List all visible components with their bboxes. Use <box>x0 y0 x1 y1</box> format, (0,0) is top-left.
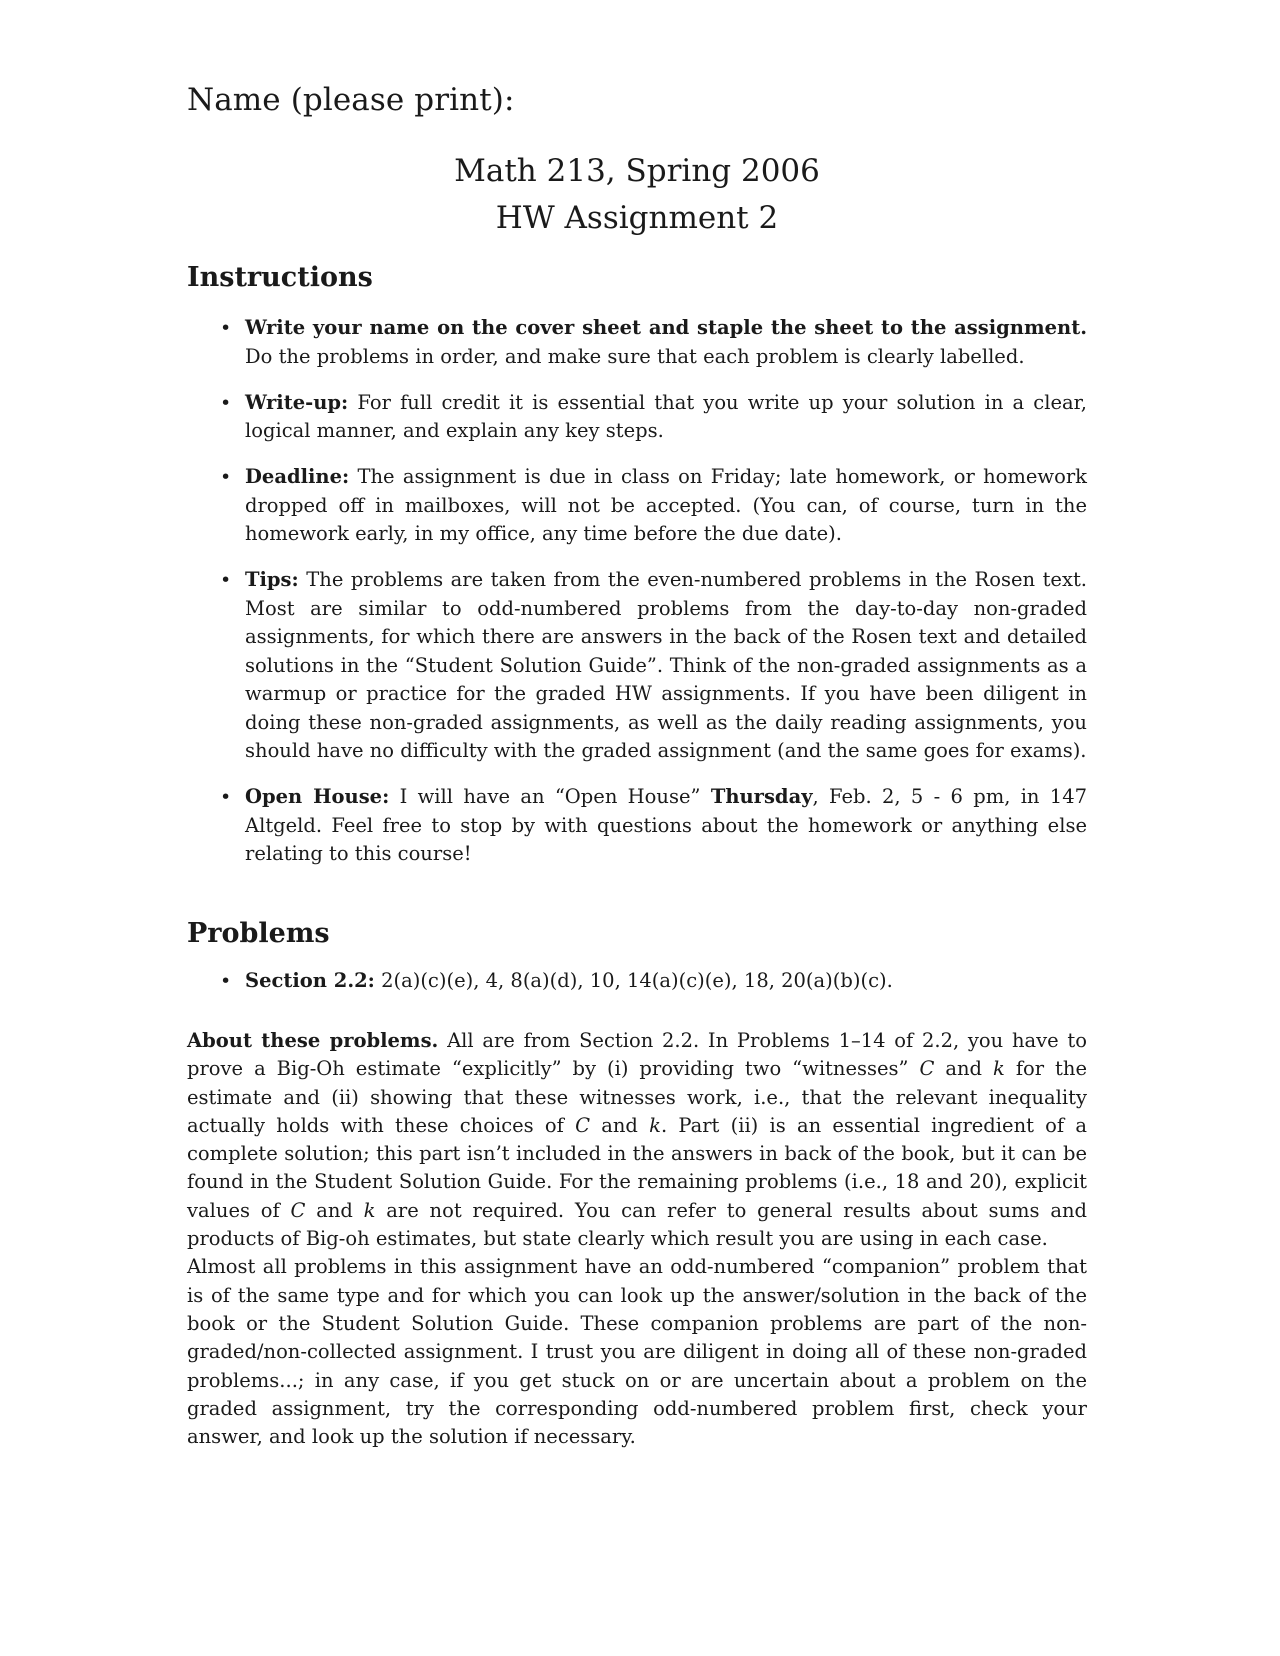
title-block <box>187 148 1087 242</box>
bullet-icon: • <box>220 391 232 414</box>
problems-list <box>220 967 1087 1013</box>
instruction-text: The assignment is due in class on Friday; late homework, or homework dropped off in mailboxes, will not be accepted. (You can, of course, turn in the homework early, in my office, any time before the due date). <box>245 465 1087 545</box>
instruction-lead: Open House: <box>245 785 390 808</box>
instruction-item-write-up <box>220 389 1087 446</box>
instructions-heading: Instructions <box>187 262 373 293</box>
problem-item-section-2-2 <box>220 967 1087 996</box>
math-variable-c: C <box>919 1057 935 1081</box>
about-text: . Part (ii) is an essential ingredient of a complete solution; this part isn’t included in the answers in back of the book, but it can be found in the Student Solution Guide. For the remaining problems (i.e., 18 and 20), explicit values of <box>187 1113 1087 1222</box>
course-title: Math 213, Spring 2006 <box>454 153 820 189</box>
bullet-icon: • <box>220 786 232 808</box>
math-variable-k: k <box>649 1113 661 1137</box>
bullet-icon: • <box>220 569 232 591</box>
instruction-item-tips <box>220 566 1087 766</box>
math-variable-k: k <box>363 1198 376 1222</box>
problem-list-text: 2(a)(c)(e), 4, 8(a)(d), 10, 14(a)(c)(e), 18, 20(a)(b)(c). <box>381 969 893 992</box>
about-paragraph-1 <box>187 1027 1087 1253</box>
bullet-icon: • <box>220 317 232 339</box>
instruction-item-cover-sheet <box>220 314 1087 371</box>
math-variable-c: C <box>575 1113 590 1137</box>
name-field-label: Name (please print): <box>187 82 515 118</box>
instruction-item-open-house <box>220 783 1088 869</box>
math-variable-c: C <box>290 1198 306 1222</box>
problem-section-label: Section 2.2: <box>245 969 375 992</box>
instruction-item-deadline <box>220 463 1087 549</box>
bullet-icon: • <box>220 466 232 488</box>
about-lead: About these problems. <box>187 1029 439 1052</box>
about-text: and <box>601 1113 638 1137</box>
instruction-lead: Deadline: <box>245 465 350 488</box>
instruction-text: , Feb. 2, 5 - 6 pm, in 147 Altgeld. Feel free to stop by with questions about the homework or anything else relating to this course! <box>245 785 1088 865</box>
about-problems <box>187 1027 1087 1451</box>
instruction-text: The problems are taken from the even-numbered problems in the Rosen text. Most are similar to odd-numbered problems from the day-to-day non-graded assignments, for which there are answers in the back of the Rosen text and detailed solutions in the “Student Solution Guide”. Think of the non-graded assignments as a warmup or practice for the graded HW assignments. If you have been diligent in doing these non-graded assignments, as well as the daily reading assignments, you should have no difficulty with the graded assignment (and the same goes for exams). <box>245 568 1087 762</box>
open-house-day: Thursday <box>710 785 813 808</box>
bullet-icon: • <box>220 970 232 992</box>
about-text: and <box>945 1057 983 1081</box>
about-text: All are from Section 2.2. In Problems 1–14 of 2.2, you have to prove a Big-Oh estimate “explicitly” by (i) providing two “witnesses” <box>187 1029 1087 1081</box>
instruction-text: For full credit it is essential that you write up your solution in a clear, logical manner, and explain any key steps. <box>245 390 1087 442</box>
about-text: and <box>316 1198 353 1222</box>
problems-heading: Problems <box>187 918 330 949</box>
about-text: for the estimate and (ii) showing that these witnesses work, i.e., that the relevant inequality actually holds with these choices of <box>187 1057 1087 1137</box>
instruction-lead: Write your name on the cover sheet and staple the sheet to the assignment. <box>245 316 1087 339</box>
instruction-text: Do the problems in order, and make sure that each problem is clearly labelled. <box>245 344 1025 368</box>
instruction-lead: Tips: <box>245 568 299 591</box>
instruction-text: I will have an “Open House” <box>399 785 701 808</box>
math-variable-k: k <box>993 1057 1005 1081</box>
about-text: are not required. You can refer to general results about sums and products of Big-oh estimates, but state clearly which result you are using in each case. <box>187 1198 1087 1251</box>
instructions-list <box>220 314 1088 886</box>
instruction-lead: Write-up: <box>245 390 349 414</box>
about-paragraph-2: Almost all problems in this assignment have an odd-numbered “companion” problem that is of the same type and for which you can look up the answer/solution in the back of the book or the Student Solution Guide. These companion problems are part of the non-graded/non-collected assignment. I trust you are diligent in doing all of these non-graded problems...; in any case, if you get stuck on or are uncertain about a problem on the graded assignment, try the corresponding odd-numbered problem first, check your answer, and look up the solution if necessary. <box>187 1255 1087 1449</box>
assignment-title: HW Assignment 2 <box>495 200 779 236</box>
